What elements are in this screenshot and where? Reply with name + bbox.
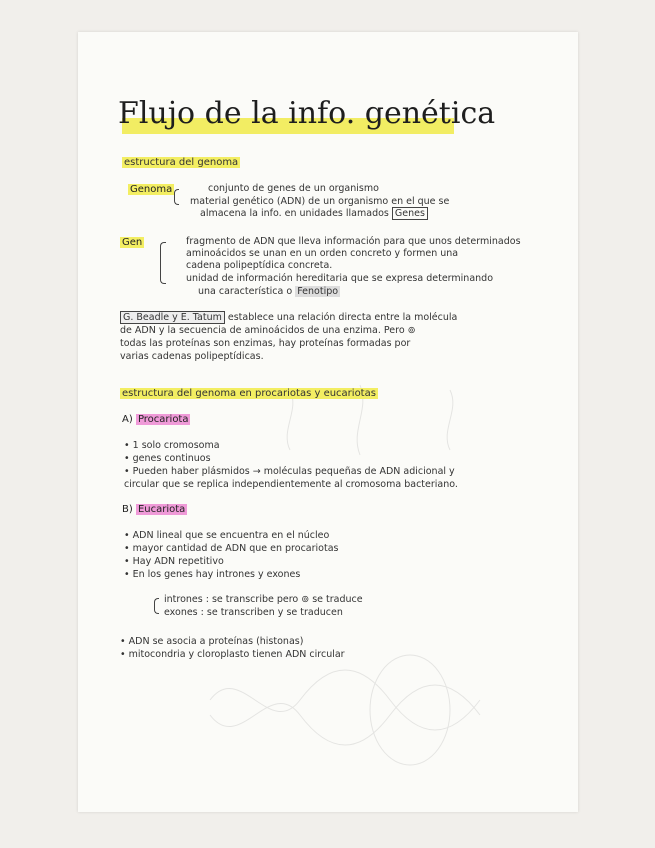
genoma-line3-text: almacena la info. en unidades llamados [200, 208, 389, 219]
eucariota-letter: B) [122, 504, 133, 515]
eucariota-item: • Hay ADN repetitivo [124, 556, 224, 567]
procariota-continuation: circular que se replica independientemente al cromosoma bacteriano. [124, 479, 458, 490]
procariota-item: • genes continuos [124, 453, 211, 464]
eucariota-item: • mitocondria y cloroplasto tienen ADN circular [120, 649, 345, 660]
genoma-brace [174, 189, 179, 205]
gen-label [120, 237, 144, 248]
genoma-line3 [200, 208, 428, 220]
eucariota-item-text: mitocondria y cloroplasto tienen ADN circular [128, 649, 345, 660]
page-title: Flujo de la info. genética [118, 96, 496, 131]
beadle-line4: varias cadenas polipeptídicas. [120, 351, 264, 362]
eucariota-item-text: En los genes hay intrones y exones [132, 569, 301, 580]
beadle-tatum-boxed: G. Beadle y E. Tatum [120, 311, 225, 324]
procariota-label: Procariota [137, 414, 189, 425]
gen-line3: cadena polipeptídica concreta. [186, 260, 333, 271]
genoma-label-text: Genoma [130, 184, 173, 195]
gen-label-text: Gen [122, 237, 143, 248]
gen-brace [160, 242, 166, 284]
procariota-item-text: genes continuos [132, 453, 211, 464]
fenotipo-term: Fenotipo [297, 286, 339, 297]
eucariota-item-text: ADN lineal que se encuentra en el núcleo [132, 530, 330, 541]
eucariota-item: • ADN lineal que se encuentra en el núcleo [124, 530, 330, 541]
eucariota-label: Eucariota [137, 504, 186, 515]
intron-exon-brace [154, 598, 159, 614]
beadle-line1 [120, 312, 457, 324]
intrones-note: intrones : se transcribe pero ⊚ se traduce [164, 594, 363, 605]
section2-heading [120, 388, 378, 400]
section-heading-text: estructura del genoma [124, 157, 239, 168]
eucariota-heading [122, 504, 187, 515]
eucariota-item-text: mayor cantidad de ADN que en procariotas [132, 543, 339, 554]
genoma-line2: material genético (ADN) de un organismo en el que se [190, 196, 450, 207]
eucariota-item-text: Hay ADN repetitivo [132, 556, 224, 567]
genoma-line1: conjunto de genes de un organismo [208, 183, 379, 194]
gen-line5 [198, 286, 340, 298]
beadle-line1-text: establece una relación directa entre la molécula [227, 312, 458, 323]
section-heading [122, 157, 240, 169]
genoma-label [128, 184, 174, 195]
procariota-item: • Pueden haber plásmidos → moléculas pequeñas de ADN adicional y [124, 466, 455, 477]
procariota-item-text: Pueden haber plásmidos → moléculas pequeñas de ADN adicional y [132, 466, 455, 477]
eucariota-item: • ADN se asocia a proteínas (histonas) [120, 636, 304, 647]
section2-heading-text: estructura del genoma en procariotas y eucariotas [122, 388, 376, 399]
bleed-through-sketch [200, 640, 500, 790]
beadle-line2: de ADN y la secuencia de aminoácidos de una enzima. Pero ⊚ [120, 325, 416, 336]
exones-note: exones : se transcriben y se traducen [164, 607, 343, 618]
gen-line1: fragmento de ADN que lleva información para que unos determinados [186, 236, 521, 247]
genes-boxed-term: Genes [392, 207, 428, 220]
gen-line4: unidad de información hereditaria que se expresa determinando [186, 273, 494, 284]
procariota-item: • 1 solo cromosoma [124, 440, 220, 451]
gen-line5-text: una característica o [198, 286, 293, 297]
procariota-heading [122, 414, 190, 425]
procariota-item-text: 1 solo cromosoma [132, 440, 220, 451]
eucariota-item-text: ADN se asocia a proteínas (histonas) [128, 636, 304, 647]
gen-line2: aminoácidos se unan en un orden concreto y formen una [186, 248, 459, 259]
eucariota-item: • En los genes hay intrones y exones [124, 569, 301, 580]
procariota-letter: A) [122, 414, 133, 425]
eucariota-item: • mayor cantidad de ADN que en procariotas [124, 543, 339, 554]
beadle-line3: todas las proteínas son enzimas, hay proteínas formadas por [120, 338, 411, 349]
